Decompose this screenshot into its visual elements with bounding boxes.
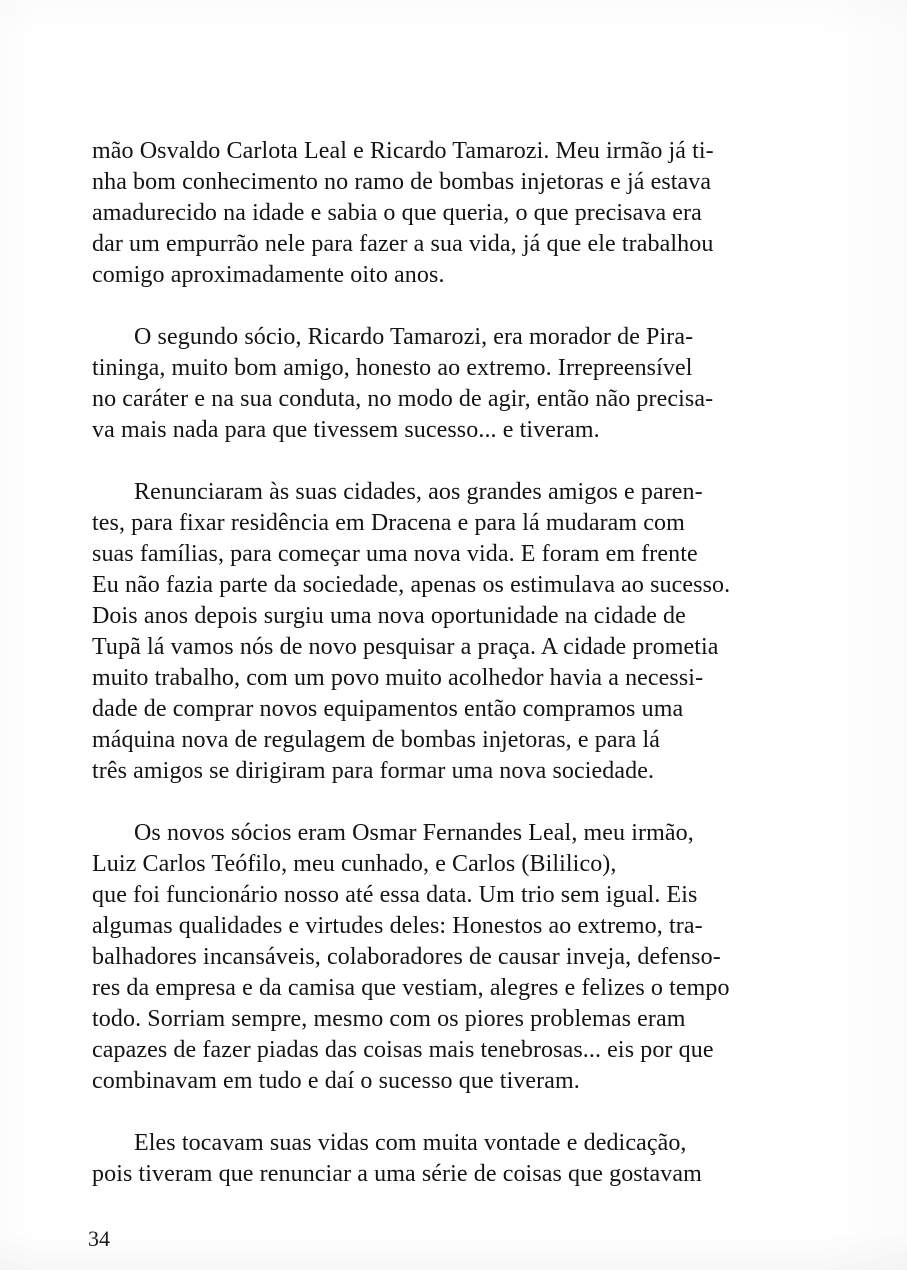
paragraph-segundo-socio: O segundo sócio, Ricardo Tamarozi, era morador de Pira- tininga, muito bom amigo, honesto ao extremo. Irrepreensível no caráter e na sua conduta, no modo de agir, então não precisa- va mais nada para que tivessem sucesso... e tiveram. [92, 324, 714, 443]
paragraph-novos-socios: Os novos sócios eram Osmar Fernandes Leal, meu irmão, Luiz Carlos Teófilo, meu cunhado, e Carlos (Bililico), que foi funcionário nosso até essa data. Um trio sem igual. Eis algumas qualidades e virtudes deles: Honestos ao extremo, tra- balhadores incansáveis, colaboradores de causar inveja, defenso- res da empresa e da camisa que vestiam, alegres e felizes o tempo todo. Sorriam sempre, mesmo com os piores problemas eram capazes de fazer piadas das coisas mais tenebrosas... eis por que combinavam em tudo e daí o sucesso que tiveram. [92, 820, 730, 1094]
paragraph-renunciaram: Renunciaram às suas cidades, aos grandes amigos e paren- tes, para fixar residência em Dracena e para lá mudaram com suas famílias, para começar uma nova vida. E foram em frente Eu não fazia parte da sociedade, apenas os estimulava ao sucesso. Dois anos depois surgiu uma nova oportunidade na cidade de Tupã lá vamos nós de novo pesquisar a praça. A cidade prometia muito trabalho, com um povo muito acolhedor havia a necessi- dade de comprar novos equipamentos então compramos uma máquina nova de regulagem de bombas injetoras, e para lá três amigos se dirigiram para formar uma nova sociedade. [92, 479, 731, 784]
page-text-block [92, 136, 822, 1221]
paragraph-continuation: mão Osvaldo Carlota Leal e Ricardo Tamarozi. Meu irmão já ti- nha bom conhecimento no ramo de bombas injetoras e já estava amadurecido na idade e sabia o que queria, o que precisava era dar um empurrão nele para fazer a sua vida, já que ele trabalhou comigo aproximadamente oito anos. [92, 138, 714, 288]
page-number: 34 [88, 1226, 110, 1251]
paragraph-eles-tocavam: Eles tocavam suas vidas com muita vontade e dedicação, pois tiveram que renunciar a uma série de coisas que gostavam [92, 1130, 702, 1187]
